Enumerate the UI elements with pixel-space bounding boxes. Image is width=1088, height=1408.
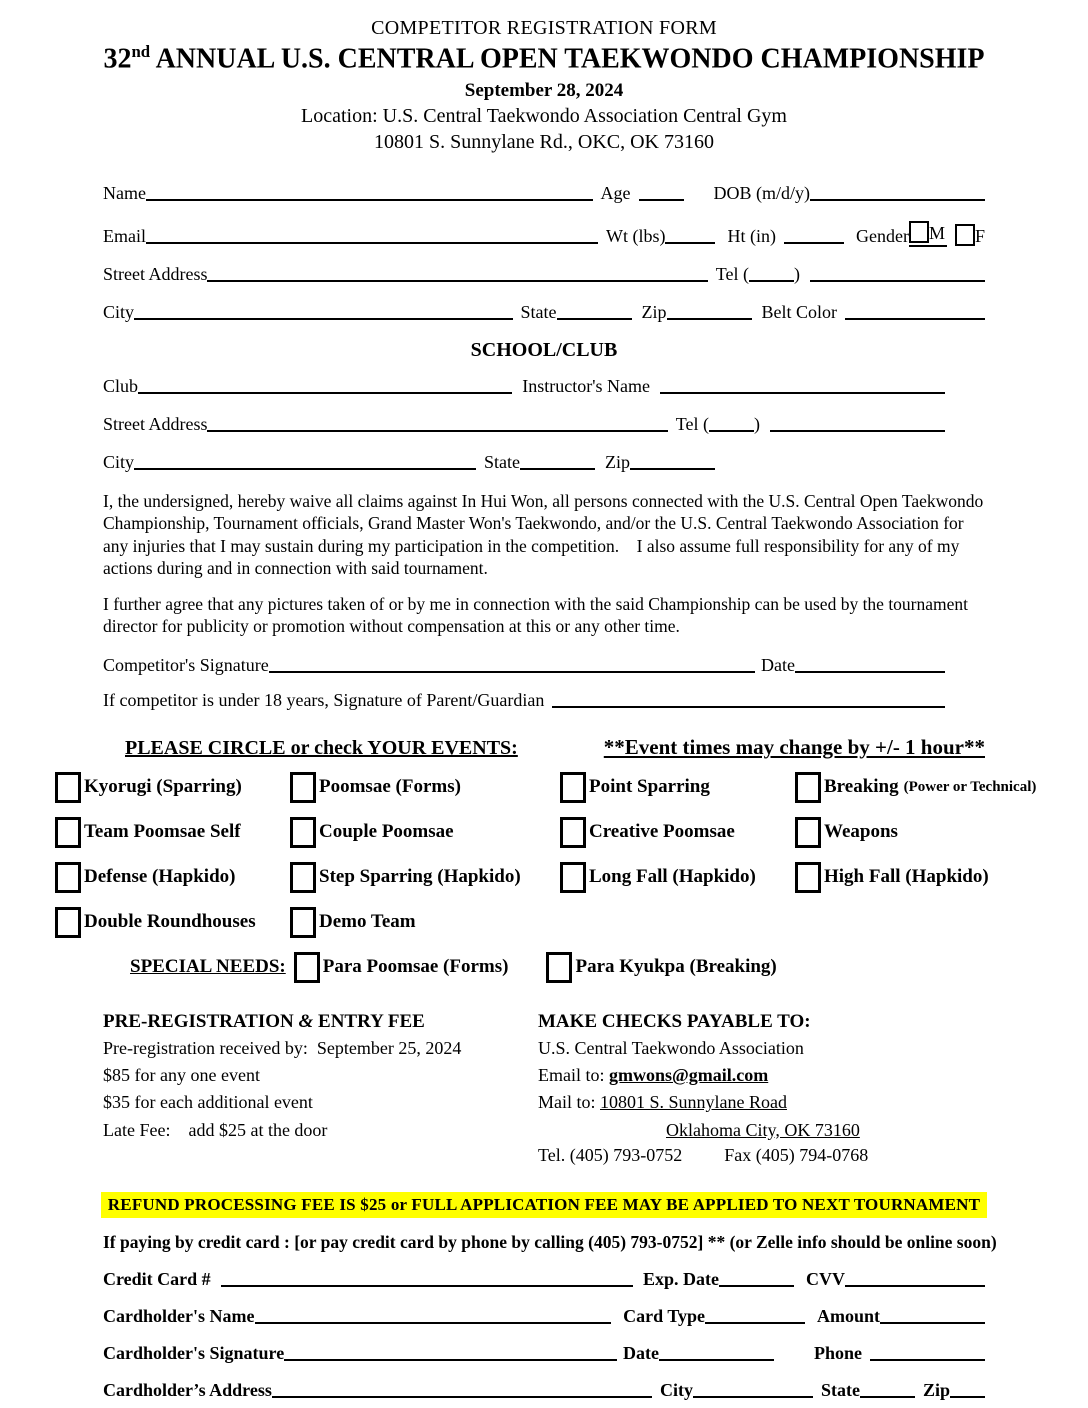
event-label: Double Roundhouses xyxy=(84,911,256,933)
school-tel-area-line[interactable] xyxy=(709,430,754,432)
fee-one-event: $85 for any one event xyxy=(103,1065,260,1086)
cardholder-signature-label: Cardholder's Signature xyxy=(103,1343,285,1364)
para-kyukpa-label: Para Kyukpa (Breaking) xyxy=(575,956,777,978)
tel-area-line[interactable] xyxy=(749,280,794,282)
club-field-line[interactable] xyxy=(138,392,512,394)
form-header xyxy=(0,16,1088,155)
special-needs-row xyxy=(130,952,1088,983)
age-field-line[interactable] xyxy=(639,199,684,201)
street-label: Street Address xyxy=(103,263,208,284)
event-checkbox[interactable] xyxy=(795,862,821,893)
school-section xyxy=(103,376,985,473)
city-label: City xyxy=(103,301,135,322)
event-label: Breaking xyxy=(824,776,899,798)
event-option-breaking[interactable] xyxy=(795,772,1065,803)
event-title-ordinal: nd xyxy=(131,42,151,62)
height-label: Ht (in) xyxy=(727,225,776,246)
school-zip-label: Zip xyxy=(605,451,630,472)
school-tel-field-line[interactable] xyxy=(770,430,945,432)
preregistration-deadline: Pre-registration received by: September 25, 2024 xyxy=(103,1037,462,1058)
tel-close-paren: ) xyxy=(794,263,800,284)
event-label: Kyorugi (Sparring) xyxy=(84,776,242,798)
name-label: Name xyxy=(103,182,146,203)
event-option-demo-team[interactable] xyxy=(290,907,560,938)
instructor-label: Instructor's Name xyxy=(522,375,650,396)
gender-female-label: F xyxy=(974,225,985,246)
event-checkbox[interactable] xyxy=(560,772,586,803)
event-label: Point Sparring xyxy=(589,776,710,798)
para-poomsae-checkbox[interactable] xyxy=(294,952,320,983)
event-label: Demo Team xyxy=(319,911,416,933)
email-field-line[interactable] xyxy=(146,242,598,244)
instructor-field-line[interactable] xyxy=(660,392,945,394)
cc-zip-line[interactable] xyxy=(950,1396,985,1398)
event-label: Defense (Hapkido) xyxy=(84,866,236,888)
cardholder-signature-row xyxy=(103,1343,985,1364)
gender-male-label: M xyxy=(928,222,945,243)
name-row xyxy=(103,183,985,204)
school-city-row xyxy=(103,452,715,473)
school-street-row xyxy=(103,414,945,435)
event-option-point-sparring[interactable] xyxy=(560,772,795,803)
event-date: September 28, 2024 xyxy=(464,79,624,101)
gender-female-checkbox[interactable] xyxy=(955,224,975,246)
events-heading-row xyxy=(125,735,985,760)
street-row xyxy=(103,264,985,285)
card-type-label: Card Type xyxy=(623,1306,705,1327)
event-label: Team Poomsae Self xyxy=(84,821,241,843)
cc-city-label: City xyxy=(659,1380,693,1401)
age-label: Age xyxy=(600,182,631,203)
belt-color-field-line[interactable] xyxy=(845,318,985,320)
events-grid xyxy=(55,772,1068,938)
event-title-number: 32 xyxy=(103,43,132,75)
cc-date-line[interactable] xyxy=(659,1359,774,1361)
school-city-label: City xyxy=(103,451,135,472)
school-section-title: SCHOOL/CLUB xyxy=(470,338,618,361)
club-row xyxy=(103,376,945,397)
cc-state-line[interactable] xyxy=(860,1396,915,1398)
ampersand: & xyxy=(298,1010,314,1032)
competitor-signature-line[interactable] xyxy=(269,671,755,673)
fee-additional-event: $35 for each additional event xyxy=(103,1092,313,1113)
weight-label: Wt (lbs) xyxy=(606,225,666,246)
events-time-notice: **Event times may change by +/- 1 hour** xyxy=(603,734,985,759)
pre-registration-title-text: PRE-REGISTRATION xyxy=(103,1010,299,1032)
event-option-step-sparring[interactable] xyxy=(290,862,560,893)
school-tel-label: Tel ( xyxy=(675,413,709,434)
competitor-section xyxy=(103,183,985,323)
gender-male-option xyxy=(909,221,947,247)
pre-registration-column xyxy=(103,1011,538,1166)
cardholder-address-line[interactable] xyxy=(272,1396,652,1398)
event-option-double-roundhouses[interactable] xyxy=(55,907,290,938)
event-checkbox[interactable] xyxy=(290,772,316,803)
school-state-label: State xyxy=(484,451,520,472)
dob-label: DOB (m/d/y) xyxy=(713,182,810,203)
weight-field-line[interactable] xyxy=(665,242,715,244)
events-heading: PLEASE CIRCLE or check YOUR EVENTS: xyxy=(125,736,518,759)
school-city-field-line[interactable] xyxy=(134,468,476,470)
cc-state-label: State xyxy=(820,1380,860,1401)
event-checkbox[interactable] xyxy=(55,772,81,803)
exp-date-label: Exp. Date xyxy=(643,1269,719,1290)
mail-to-line xyxy=(538,1090,985,1114)
pre-registration-title xyxy=(103,1011,538,1033)
gender-male-checkbox[interactable] xyxy=(909,221,929,243)
contact-tel: Tel. (405) 793-0752 xyxy=(538,1145,683,1166)
email-to-line xyxy=(538,1063,985,1087)
fees-section xyxy=(103,1011,985,1166)
state-field-line[interactable] xyxy=(557,318,632,320)
signature-date-line[interactable] xyxy=(795,671,945,673)
event-label: Weapons xyxy=(824,821,898,843)
make-checks-title: MAKE CHECKS PAYABLE TO: xyxy=(538,1010,811,1032)
make-checks-column xyxy=(538,1011,985,1166)
entry-fee-title-text: ENTRY FEE xyxy=(313,1010,425,1032)
city-row xyxy=(103,302,985,323)
event-checkbox[interactable] xyxy=(55,907,81,938)
cvv-label: CVV xyxy=(806,1269,845,1290)
guardian-row xyxy=(103,690,945,711)
event-option-defense-hapkido[interactable] xyxy=(55,862,290,893)
gender-label: Gender xyxy=(855,225,909,246)
belt-color-label: Belt Color xyxy=(761,301,837,322)
dob-field-line[interactable] xyxy=(810,199,985,201)
cc-date-label: Date xyxy=(623,1343,659,1364)
event-checkbox[interactable] xyxy=(55,862,81,893)
phone-line[interactable] xyxy=(870,1359,985,1361)
school-tel-close-paren: ) xyxy=(754,413,760,434)
event-location: Location: U.S. Central Taekwondo Association Central Gym xyxy=(301,105,787,128)
event-option-team-poomsae[interactable] xyxy=(55,817,290,848)
club-label: Club xyxy=(103,375,139,396)
event-address: 10801 S. Sunnylane Rd., OKC, OK 73160 xyxy=(373,131,714,154)
phone-label: Phone xyxy=(813,1343,862,1364)
para-poomsae-label: Para Poomsae (Forms) xyxy=(322,956,509,978)
event-option-poomsae[interactable] xyxy=(290,772,560,803)
cardholder-name-line[interactable] xyxy=(255,1322,612,1324)
payee-organization: U.S. Central Taekwondo Association xyxy=(538,1037,804,1058)
signature-date-label: Date xyxy=(761,654,795,675)
event-title-text: ANNUAL U.S. CENTRAL OPEN TAEKWONDO CHAMPIONSHIP xyxy=(150,43,985,75)
credit-card-number-line[interactable] xyxy=(221,1285,633,1287)
mail-city: Oklahoma City, OK 73160 xyxy=(666,1119,860,1140)
height-field-line[interactable] xyxy=(784,242,844,244)
event-label: Poomsae (Forms) xyxy=(319,776,461,798)
competitor-signature-label: Competitor's Signature xyxy=(103,654,269,675)
event-checkbox[interactable] xyxy=(55,817,81,848)
event-label: Creative Poomsae xyxy=(589,821,735,843)
payee-email[interactable]: gmwons@gmail.com xyxy=(609,1065,769,1086)
event-checkbox[interactable] xyxy=(290,817,316,848)
event-label: Long Fall (Hapkido) xyxy=(589,866,756,888)
state-label: State xyxy=(520,301,557,322)
event-option-kyorugi[interactable] xyxy=(55,772,290,803)
event-checkbox[interactable] xyxy=(560,862,586,893)
school-state-field-line[interactable] xyxy=(520,468,595,470)
guardian-signature-line[interactable] xyxy=(552,706,945,708)
refund-banner-row xyxy=(0,1192,1088,1218)
form-title: COMPETITOR REGISTRATION FORM xyxy=(371,17,717,39)
exp-date-line[interactable] xyxy=(719,1285,794,1287)
school-zip-field-line[interactable] xyxy=(630,468,715,470)
credit-card-number-label: Credit Card # xyxy=(103,1269,211,1290)
amount-line[interactable] xyxy=(880,1322,985,1324)
para-kyukpa-checkbox[interactable] xyxy=(546,952,572,983)
waiver-section xyxy=(103,490,988,711)
cvv-line[interactable] xyxy=(845,1285,985,1287)
cardholder-signature-line[interactable] xyxy=(284,1359,617,1361)
tel-field-line[interactable] xyxy=(810,280,985,282)
cc-city-line[interactable] xyxy=(693,1396,813,1398)
event-checkbox[interactable] xyxy=(795,772,821,803)
event-checkbox[interactable] xyxy=(290,862,316,893)
street-field-line[interactable] xyxy=(207,280,707,282)
email-label: Email xyxy=(103,225,146,246)
event-checkbox[interactable] xyxy=(560,817,586,848)
card-type-line[interactable] xyxy=(705,1322,805,1324)
event-checkbox[interactable] xyxy=(795,817,821,848)
refund-banner: REFUND PROCESSING FEE IS $25 or FULL APPLICATION FEE MAY BE APPLIED TO NEXT TOURNAMENT xyxy=(101,1192,987,1218)
mail-address: 10801 S. Sunnylane Road xyxy=(600,1092,787,1113)
credit-card-note: If paying by credit card : [or pay credit card by phone by calling (405) 793-0752] ** (or Zelle info should be online soon) xyxy=(103,1232,997,1253)
cardholder-name-row xyxy=(103,1306,985,1327)
contact-fax: Fax (405) 794-0768 xyxy=(724,1145,869,1166)
tel-fax-line xyxy=(538,1145,985,1166)
waiver-paragraph-1: I, the undersigned, hereby waive all claims against In Hui Won, all persons connected with the U.S. Central Open Taekwondo Championship, Tournament officials, Grand Master Won's Taekwondo, and/or the U.S. Central Taekwondo Association for any injuries that I may sustain during my participation in the competition. I also assume full responsibility for any of my actions during and in connection with said tournament. xyxy=(103,490,988,579)
amount-label: Amount xyxy=(816,1306,880,1327)
event-option-weapons[interactable] xyxy=(795,817,1065,848)
credit-card-number-row xyxy=(103,1269,985,1290)
late-fee: Late Fee: add $25 at the door xyxy=(103,1119,328,1140)
cardholder-address-label: Cardholder’s Address xyxy=(103,1380,272,1401)
mail-to-label: Mail to: xyxy=(538,1092,600,1113)
event-label: High Fall (Hapkido) xyxy=(824,866,989,888)
email-row xyxy=(103,221,985,247)
name-field-line[interactable] xyxy=(146,199,593,201)
event-checkbox[interactable] xyxy=(290,907,316,938)
waiver-paragraph-2: I further agree that any pictures taken of or by me in connection with the said Championship can be used by the tournament director for publicity or promotion without compensation at this or any other time. xyxy=(103,593,973,637)
tel-label: Tel ( xyxy=(715,263,749,284)
event-option-high-fall[interactable] xyxy=(795,862,1065,893)
event-title xyxy=(0,42,1088,76)
event-option-long-fall[interactable] xyxy=(560,862,795,893)
special-needs-label: SPECIAL NEEDS: xyxy=(130,956,286,978)
zip-label: Zip xyxy=(641,301,667,322)
event-option-couple-poomsae[interactable] xyxy=(290,817,560,848)
city-field-line[interactable] xyxy=(134,318,512,320)
event-label: Couple Poomsae xyxy=(319,821,454,843)
event-label-suffix: (Power or Technical) xyxy=(903,778,1037,795)
cardholder-address-row xyxy=(103,1380,985,1401)
event-label: Step Sparring (Hapkido) xyxy=(319,866,521,888)
school-street-field-line[interactable] xyxy=(207,430,667,432)
email-to-label: Email to: xyxy=(538,1065,609,1086)
guardian-signature-label: If competitor is under 18 years, Signature of Parent/Guardian xyxy=(103,689,545,710)
zip-field-line[interactable] xyxy=(667,318,752,320)
school-street-label: Street Address xyxy=(103,413,208,434)
event-option-creative-poomsae[interactable] xyxy=(560,817,795,848)
cardholder-name-label: Cardholder's Name xyxy=(103,1306,255,1327)
signature-row xyxy=(103,655,945,676)
cc-zip-label: Zip xyxy=(922,1380,950,1401)
